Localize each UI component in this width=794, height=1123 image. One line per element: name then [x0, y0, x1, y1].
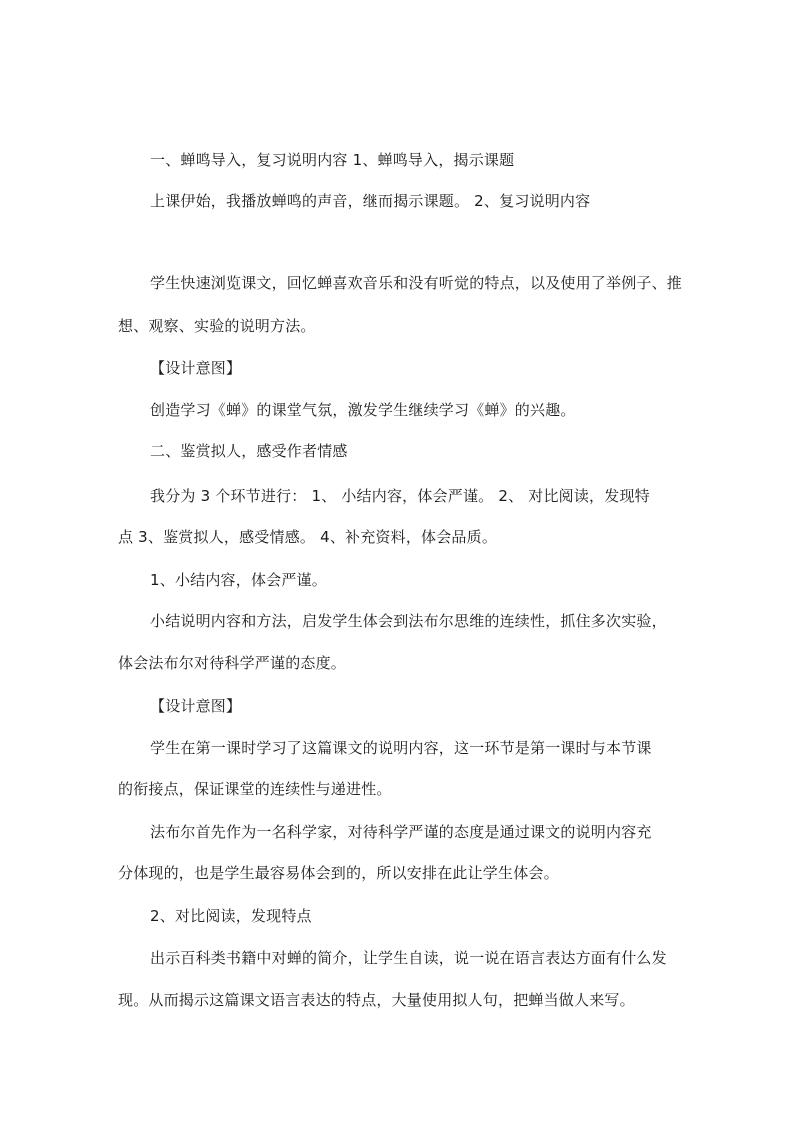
paragraph-line: 现。从而揭示这篇课文语言表达的特点，大量使用拟人句，把蝉当做人来写。 [118, 991, 635, 1009]
paragraph-line: 点 3、鉴赏拟人，感受情感。 4、补充资料，体会品质。 [118, 528, 498, 546]
paragraph-line: 体会法布尔对待科学严谨的态度。 [118, 654, 347, 672]
paragraph-line: 我分为 3 个环节进行： 1、 小结内容，体会严谨。 2、 对比阅读，发现特 [150, 487, 650, 505]
paragraph-line: 分体现的，也是学生最容易体会到的，所以安排在此让学生体会。 [118, 864, 559, 882]
paragraph-line: 创造学习《蝉》的课堂气氛，激发学生继续学习《蝉》的兴趣。 [150, 401, 576, 419]
paragraph-line: 上课伊始，我播放蝉鸣的声音，继而揭示课题。 2、复习说明内容 [150, 192, 591, 210]
paragraph-line: 学生在第一课时学习了这篇课文的说明内容，这一环节是第一课时与本节课 [150, 739, 652, 757]
paragraph-line: 法布尔首先作为一名科学家，对待科学严谨的态度是通过课文的说明内容充 [150, 823, 652, 841]
section-label: 【设计意图】 [150, 359, 242, 377]
subsection-heading: 1、小结内容，体会严谨。 [150, 571, 327, 589]
section-label: 【设计意图】 [150, 697, 242, 715]
paragraph-line: 小结说明内容和方法，启发学生体会到法布尔思维的连续性，抓住多次实验， [150, 612, 667, 630]
paragraph-line: 一、蝉鸣导入，复习说明内容 1、蝉鸣导入，揭示课题 [150, 151, 515, 169]
paragraph-line: 的衔接点，保证课堂的连续性与递进性。 [118, 780, 392, 798]
paragraph-line: 出示百科类书籍中对蝉的简介，让学生自读，说一说在语言表达方面有什么发 [150, 949, 667, 967]
section-heading: 二、鉴赏拟人，感受作者情感 [150, 442, 348, 460]
subsection-heading: 2、对比阅读，发现特点 [150, 907, 312, 925]
paragraph-line: 学生快速浏览课文，回忆蝉喜欢音乐和没有听觉的特点，以及使用了举例子、推 [150, 274, 683, 292]
paragraph-line: 想、观察、实验的说明方法。 [118, 317, 316, 335]
